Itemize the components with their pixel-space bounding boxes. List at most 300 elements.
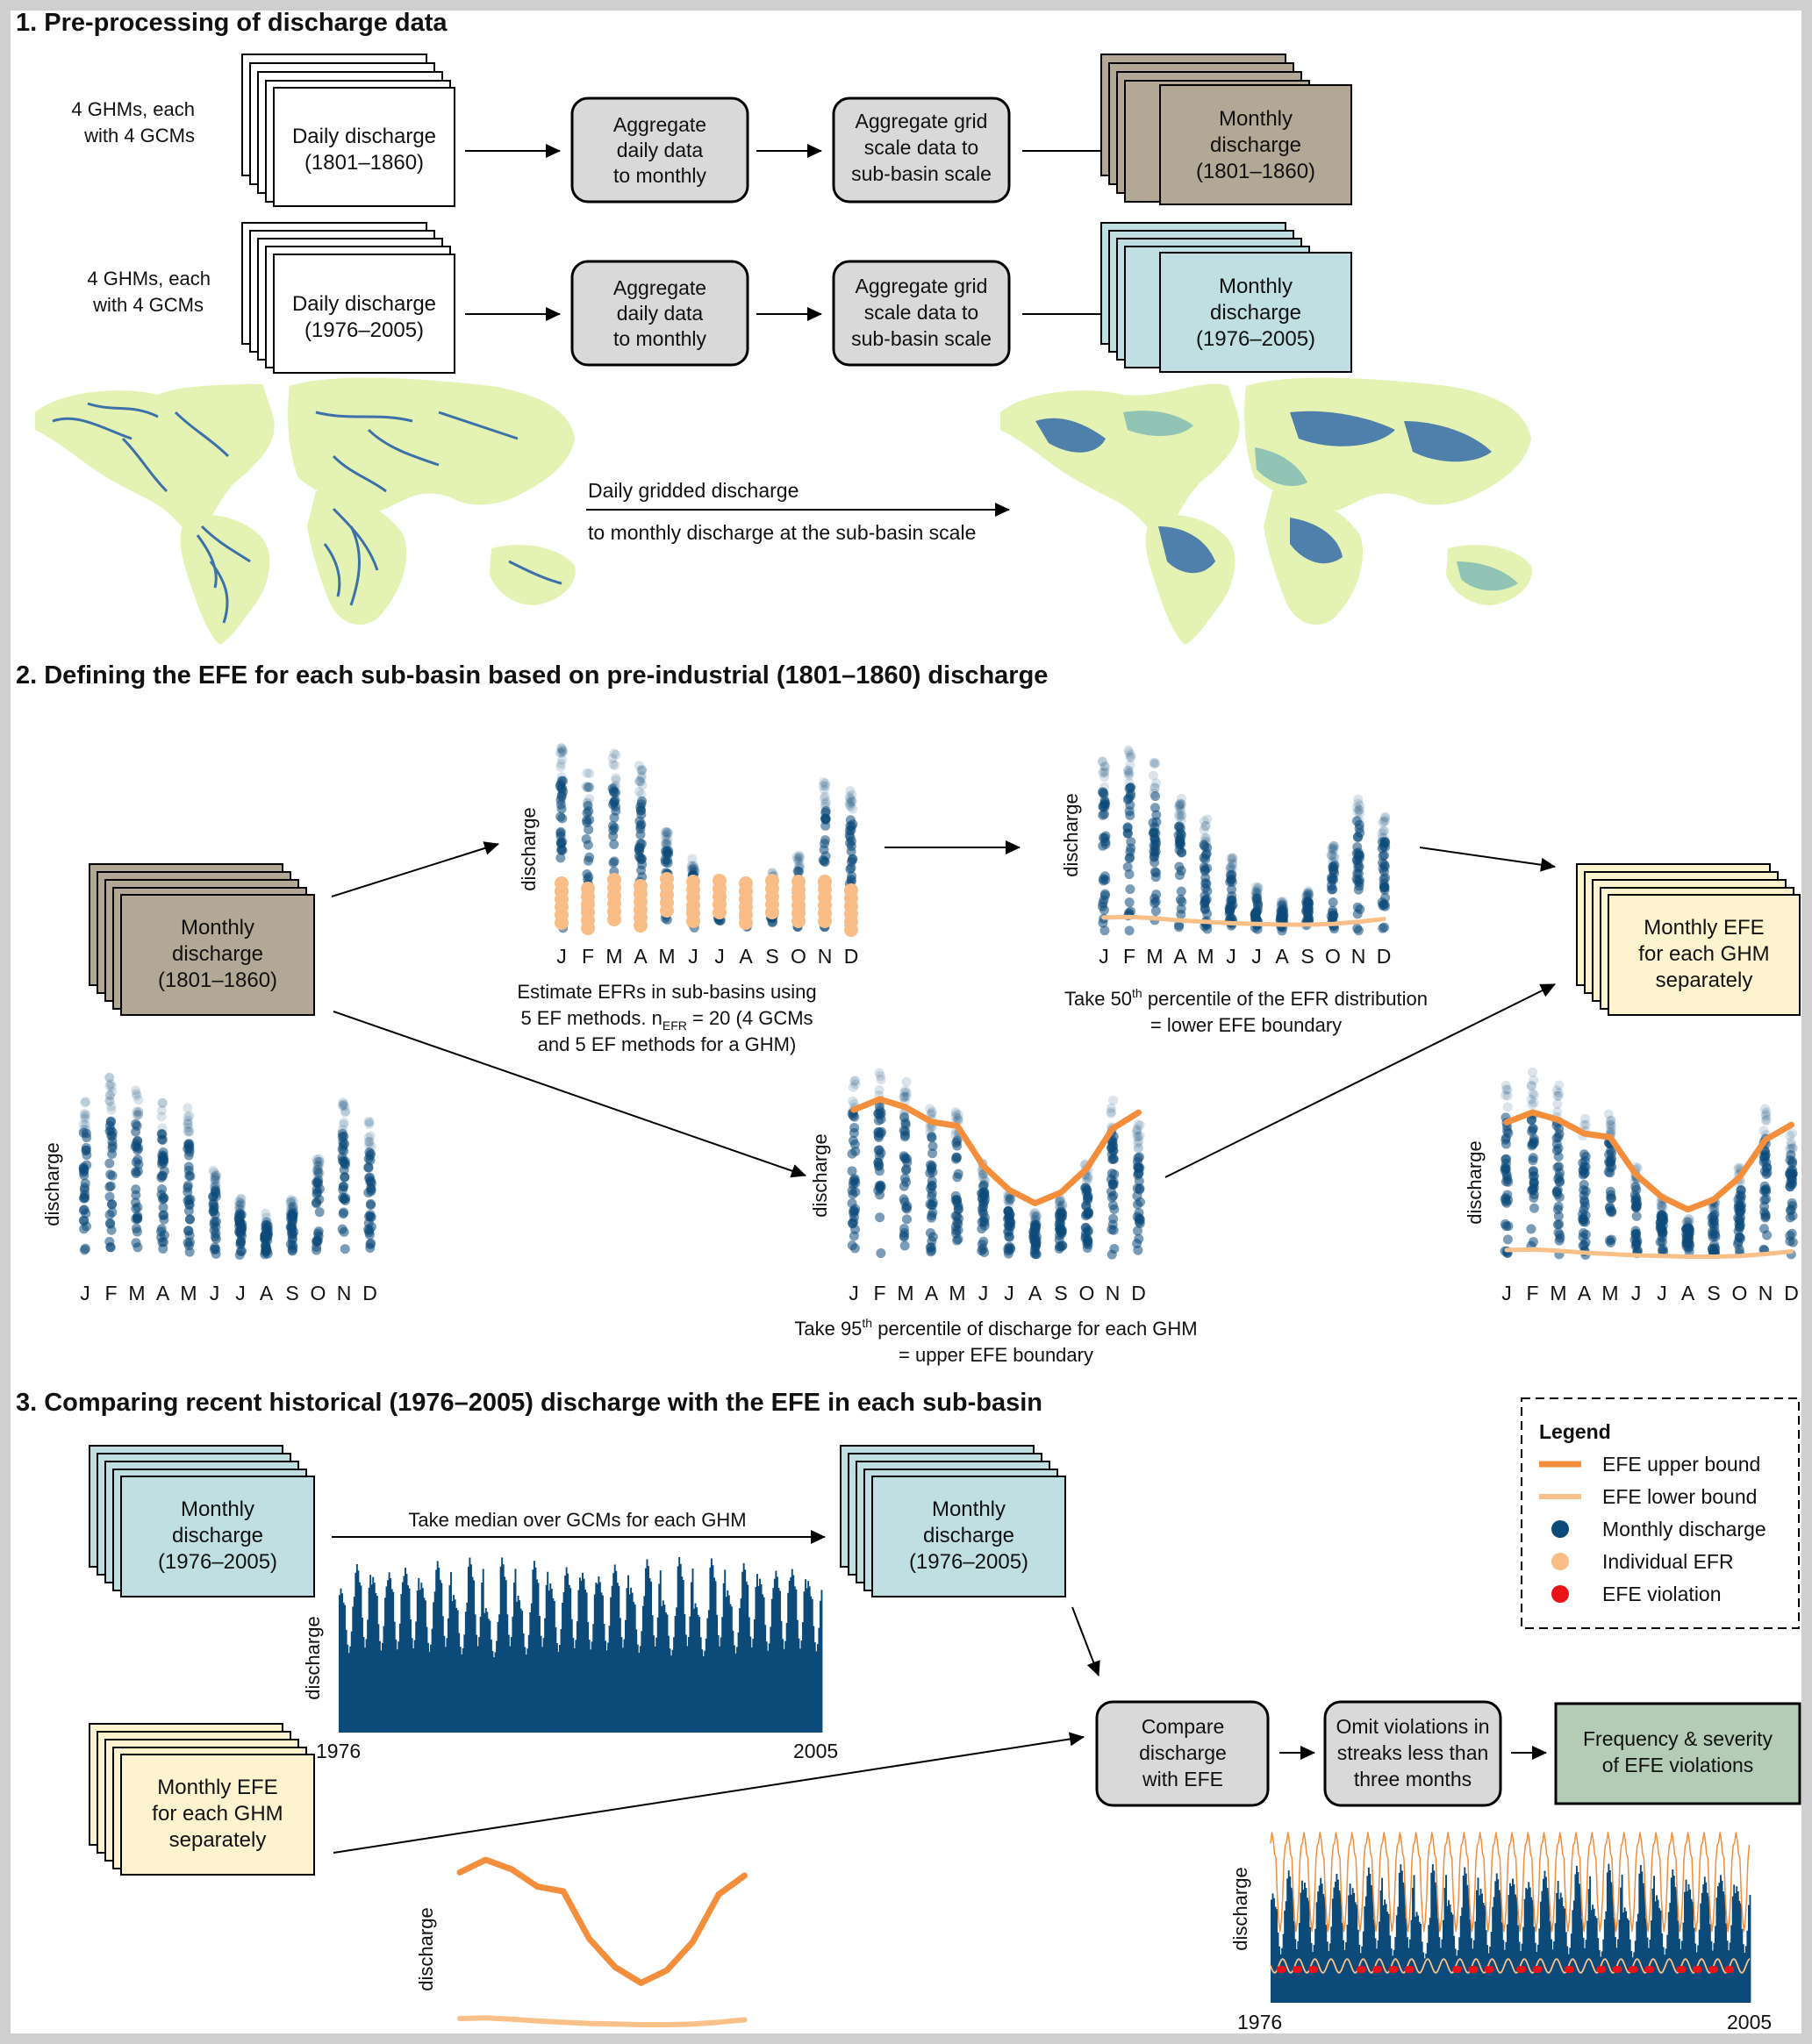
month-tick-label: A [739, 945, 753, 968]
row2-step2-line3: sub-basin scale [851, 327, 992, 350]
month-tick-label: N [1350, 945, 1366, 968]
result-line1: Frequency & severity [1582, 1727, 1773, 1750]
discharge-dot [951, 1153, 961, 1162]
discharge-dot [82, 1146, 91, 1155]
discharge-dot [183, 1103, 192, 1112]
compare-line1: Compare [1141, 1715, 1225, 1738]
discharge-dot [1759, 1126, 1769, 1135]
discharge-dot [1200, 833, 1210, 843]
discharge-dot [584, 825, 593, 834]
caption-lower-b: percentile of the EFR distribution [1142, 988, 1429, 1010]
row2-step1-box [572, 261, 748, 365]
discharge-dot [954, 1169, 963, 1179]
discharge-dot [1200, 865, 1210, 875]
discharge-dot [849, 1083, 858, 1092]
discharge-dot [1200, 817, 1209, 826]
discharge-dot [1108, 1219, 1118, 1229]
discharge-dot [876, 1248, 885, 1258]
discharge-dot [875, 1190, 885, 1199]
discharge-dot [79, 1128, 89, 1138]
row2-step1-line1: Aggregate [612, 276, 707, 299]
discharge-bar [820, 1590, 822, 1733]
legend [1522, 1398, 1799, 1628]
discharge-dot [338, 1145, 347, 1154]
discharge-dot [184, 1139, 194, 1148]
discharge-dot [820, 815, 830, 825]
discharge-dot [1109, 1154, 1119, 1164]
discharge-dot [1606, 1238, 1615, 1247]
violation-dot [1599, 1966, 1606, 1973]
discharge-dot [1787, 1179, 1797, 1189]
discharge-dot [927, 1208, 937, 1218]
section3-title: 3. Comparing recent historical (1976–2005) discharge with the EFE in each sub-basin [16, 1389, 1043, 1417]
section2-output-stack [1577, 864, 1800, 1015]
row2-step1-line2: daily data [616, 302, 704, 325]
map-arrow-label-2: to monthly discharge at the sub-basin scale [588, 521, 977, 544]
discharge-dot [1100, 890, 1110, 899]
month-tick-label: S [1054, 1282, 1068, 1304]
s3-efe-line3: separately [168, 1828, 267, 1852]
discharge-dot [847, 857, 856, 867]
discharge-dot [287, 1230, 297, 1240]
discharge-dot [1202, 886, 1212, 896]
discharge-dot [288, 1245, 297, 1254]
discharge-dot [1151, 890, 1161, 899]
discharge-dot [952, 1196, 962, 1205]
discharge-dot [1082, 1185, 1092, 1195]
discharge-dot [1125, 884, 1135, 894]
discharge-bar [1749, 1895, 1751, 2003]
discharge-dot [1607, 1194, 1616, 1204]
discharge-dot [928, 1233, 938, 1242]
discharge-dot [131, 1204, 140, 1213]
month-tick-label: D [1784, 1282, 1799, 1304]
discharge-dot [366, 1199, 376, 1209]
month-tick-label: S [285, 1282, 299, 1304]
discharge-dot [1150, 858, 1159, 868]
compare-line2: discharge [1139, 1741, 1227, 1764]
row2-step2-line1: Aggregate grid [855, 275, 988, 297]
discharge-dot [1353, 909, 1363, 918]
s3-efe-line2: for each GHM [152, 1802, 283, 1826]
s2-input-line1: Monthly [180, 916, 255, 940]
discharge-dot [363, 1225, 373, 1234]
month-tick-label: D [362, 1282, 377, 1304]
discharge-dot [1201, 850, 1211, 860]
discharge-dot [1552, 1187, 1562, 1197]
result-line2: of EFE violations [1601, 1754, 1754, 1776]
month-tick-label: F [581, 945, 595, 968]
discharge-dot [902, 1077, 912, 1087]
discharge-dot [584, 815, 594, 825]
row2-output-line1: Monthly [1218, 275, 1293, 298]
month-tick-label: A [1577, 1282, 1592, 1304]
efr-dot [607, 873, 621, 887]
discharge-dot [1133, 1132, 1142, 1141]
discharge-dot [365, 1173, 375, 1183]
violation-dot [1487, 1966, 1494, 1973]
discharge-dot [1552, 1162, 1562, 1172]
discharge-dot [1503, 1234, 1513, 1244]
discharge-dot [927, 1107, 937, 1117]
discharge-dot [609, 748, 619, 758]
discharge-dot [314, 1226, 324, 1236]
discharge-dot [1150, 791, 1160, 801]
discharge-dot [1004, 1232, 1013, 1241]
discharge-dot [1555, 1129, 1565, 1139]
caption-upper-sup: th [862, 1316, 873, 1330]
caption-lower-line1 [1064, 986, 1428, 1010]
discharge-dot [261, 1240, 270, 1250]
discharge-dot [1303, 895, 1313, 904]
discharge-dot [1581, 1162, 1591, 1172]
discharge-dot [1107, 1104, 1116, 1113]
month-tick-label: M [897, 1282, 914, 1304]
discharge-dot [850, 1207, 860, 1217]
discharge-dot [1708, 1215, 1718, 1225]
discharge-dot [107, 1143, 117, 1153]
discharge-dot [1785, 1131, 1794, 1140]
discharge-dot [185, 1171, 195, 1181]
row2-source-label-1: 4 GHMs, each [87, 268, 211, 289]
discharge-dot [1151, 868, 1161, 877]
discharge-dot [901, 1120, 911, 1130]
discharge-dot [1380, 816, 1390, 825]
s3-efe-stack [90, 1724, 314, 1875]
discharge-dot [1353, 833, 1363, 842]
year-end-label: 2005 [793, 1740, 839, 1762]
discharge-dot [1099, 768, 1109, 778]
discharge-dot [611, 806, 620, 816]
discharge-dot [312, 1197, 321, 1207]
discharge-dot [210, 1202, 219, 1211]
discharge-dot [1278, 904, 1288, 913]
discharge-dot [1355, 875, 1364, 884]
discharge-dot [1328, 843, 1337, 853]
violation-dot [1407, 1966, 1415, 1973]
discharge-dot [156, 1233, 166, 1242]
month-tick-label: F [873, 1282, 886, 1304]
violation-dot [1455, 1966, 1462, 1973]
discharge-dot [1123, 822, 1133, 832]
discharge-dot [1175, 835, 1185, 845]
month-tick-label: J [556, 945, 567, 968]
month-tick-label: M [1197, 945, 1214, 968]
discharge-dot [1251, 889, 1261, 898]
discharge-dot [1151, 906, 1161, 916]
month-tick-label: A [924, 1282, 939, 1304]
discharge-dot [1378, 924, 1387, 933]
month-tick-label: J [235, 1282, 246, 1304]
discharge-dot [313, 1157, 323, 1167]
discharge-dot [338, 1097, 347, 1107]
month-tick-label: S [1707, 1282, 1721, 1304]
discharge-dot [927, 1189, 937, 1198]
discharge-dot [1605, 1204, 1615, 1213]
s3-median-line3: (1976–2005) [908, 1550, 1029, 1574]
discharge-dot [1177, 887, 1186, 897]
discharge-dot [1126, 837, 1135, 847]
row1-step1-line2: daily data [616, 139, 704, 161]
discharge-dot [1226, 854, 1235, 863]
caption-upper-line1 [794, 1316, 1197, 1340]
discharge-dot [1099, 802, 1108, 811]
violation-dot [1695, 1966, 1702, 1973]
discharge-dot [900, 1240, 910, 1250]
discharge-dot [1125, 811, 1135, 820]
discharge-dot [1150, 803, 1160, 812]
discharge-dot [1029, 1208, 1039, 1218]
discharge-dot [794, 854, 804, 864]
month-tick-label: S [765, 945, 779, 968]
discharge-dot [132, 1227, 142, 1237]
discharge-dot [1107, 1187, 1116, 1197]
caption-efr-n: 5 EF methods. n [520, 1007, 662, 1029]
discharge-dot [690, 865, 699, 875]
month-tick-label: J [1501, 1282, 1512, 1304]
discharge-dot [1031, 1238, 1041, 1247]
discharge-dot [211, 1232, 220, 1241]
row1-step2-line3: sub-basin scale [851, 162, 992, 185]
discharge-dot [1379, 860, 1389, 869]
discharge-dot [313, 1176, 323, 1185]
discharge-dot [288, 1210, 297, 1219]
discharge-dot [105, 1219, 115, 1228]
discharge-dot [926, 1247, 935, 1256]
discharge-dot [80, 1098, 90, 1108]
row1-step2-line1: Aggregate grid [855, 110, 988, 132]
discharge-dot [1380, 902, 1390, 911]
month-tick-label: M [1146, 945, 1164, 968]
discharge-dot [793, 867, 803, 876]
discharge-dot [157, 1171, 167, 1181]
discharge-dot [1100, 832, 1110, 841]
discharge-dot [1554, 1211, 1564, 1221]
month-tick-label: J [1004, 1282, 1014, 1304]
discharge-dot [1329, 911, 1338, 920]
discharge-dot [635, 803, 645, 812]
discharge-dot [902, 1214, 912, 1224]
discharge-dot [1227, 891, 1236, 901]
discharge-dot [849, 1128, 859, 1138]
violation-dot [1727, 1966, 1734, 1973]
discharge-dot [556, 800, 566, 810]
row2-input-line2: (1976–2005) [304, 318, 425, 342]
month-tick-label: J [714, 945, 725, 968]
discharge-dot [105, 1169, 115, 1179]
month-tick-label: A [1028, 1282, 1042, 1304]
discharge-dot [1682, 1221, 1692, 1231]
legend-item-label: Individual EFR [1602, 1550, 1734, 1573]
legend-item-label: EFE lower bound [1602, 1485, 1758, 1508]
month-tick-label: N [336, 1282, 352, 1304]
discharge-dot [185, 1247, 195, 1257]
y-axis-label: discharge [302, 1616, 324, 1700]
row1-step2-box [834, 98, 1009, 202]
discharge-dot [1578, 1210, 1587, 1219]
month-tick-label: F [104, 1282, 118, 1304]
discharge-dot [158, 1135, 168, 1145]
discharge-dot [366, 1186, 376, 1196]
discharge-dot [1529, 1204, 1539, 1213]
discharge-dot [1759, 1202, 1769, 1211]
discharge-dot [133, 1110, 143, 1119]
discharge-dot [105, 1097, 115, 1106]
discharge-dot [132, 1213, 142, 1223]
discharge-dot [1329, 851, 1339, 861]
discharge-dot [340, 1194, 349, 1204]
month-tick-label: A [1275, 945, 1289, 968]
discharge-dot [106, 1131, 116, 1140]
discharge-dot [1529, 1166, 1538, 1176]
row1-input-stack [242, 54, 455, 206]
efr-dot [739, 876, 753, 890]
discharge-dot [132, 1142, 141, 1152]
discharge-dot [79, 1166, 89, 1176]
discharge-dot [1581, 1238, 1591, 1247]
discharge-dot [315, 1207, 325, 1217]
discharge-dot [877, 1127, 886, 1137]
row1-input-line1: Daily discharge [291, 125, 437, 148]
discharge-dot [1606, 1125, 1615, 1134]
discharge-dot [1202, 909, 1212, 918]
discharge-dot [340, 1165, 349, 1175]
discharge-dot [1177, 866, 1186, 875]
discharge-dot [876, 1071, 885, 1081]
discharge-dot [1501, 1084, 1511, 1094]
discharge-dot [634, 845, 644, 854]
discharge-dot [1177, 794, 1186, 804]
result-box [1556, 1704, 1800, 1804]
legend-title: Legend [1539, 1420, 1611, 1443]
discharge-dot [1226, 875, 1235, 884]
discharge-dot [1528, 1068, 1537, 1077]
month-tick-label: F [1526, 1282, 1539, 1304]
violation-dot [1471, 1966, 1478, 1973]
discharge-dot [185, 1231, 195, 1240]
discharge-dot [1177, 904, 1186, 914]
discharge-dot [1528, 1125, 1537, 1134]
row1-step1-line3: to monthly [612, 164, 707, 187]
discharge-dot [1503, 1103, 1513, 1112]
discharge-dot [1733, 1213, 1743, 1223]
discharge-dot [1125, 854, 1135, 863]
discharge-dot [1108, 1146, 1118, 1155]
efr-dot [791, 875, 806, 889]
discharge-dot [1529, 1134, 1539, 1144]
discharge-dot [1500, 1135, 1510, 1145]
month-tick-label: N [1758, 1282, 1773, 1304]
compare-line3: with EFE [1142, 1768, 1224, 1790]
discharge-dot [1107, 1175, 1116, 1184]
discharge-dot [107, 1105, 117, 1115]
row2-output-line3: (1976–2005) [1195, 327, 1316, 351]
discharge-dot [1581, 1187, 1591, 1197]
y-axis-label: discharge [809, 1133, 831, 1218]
discharge-dot [634, 776, 644, 786]
discharge-dot [1055, 1231, 1064, 1240]
caption-upper-a: Take 95 [794, 1318, 863, 1340]
discharge-dot [927, 1176, 937, 1186]
discharge-dot [1631, 1201, 1641, 1211]
discharge-dot [79, 1205, 89, 1215]
section1-title: 1. Pre-processing of discharge data [16, 9, 448, 37]
discharge-dot [1081, 1223, 1091, 1233]
discharge-dot [1736, 1195, 1745, 1204]
month-tick-label: D [843, 945, 859, 968]
discharge-dot [1631, 1241, 1641, 1251]
discharge-dot [1759, 1186, 1769, 1196]
discharge-dot [954, 1204, 963, 1214]
discharge-dot [1380, 842, 1390, 852]
month-tick-label: M [658, 945, 676, 968]
y-axis-label: discharge [518, 807, 540, 891]
discharge-dot [1657, 1214, 1666, 1224]
discharge-dot [79, 1216, 89, 1226]
row2-step2-box [834, 261, 1009, 365]
y-axis-label: discharge [415, 1907, 437, 1991]
discharge-dot [1379, 826, 1389, 836]
y-axis-label: discharge [1060, 793, 1082, 877]
y-axis-label: discharge [1229, 1867, 1251, 1951]
discharge-dot [845, 833, 855, 842]
discharge-dot [848, 1219, 857, 1228]
discharge-dot [1552, 1099, 1562, 1109]
discharge-dot [107, 1199, 117, 1209]
discharge-dot [1607, 1154, 1616, 1163]
discharge-dot [339, 1208, 348, 1218]
discharge-dot [611, 796, 620, 805]
discharge-dot [637, 860, 647, 869]
s2-input-line3: (1801–1860) [157, 968, 278, 992]
month-tick-label: O [791, 945, 806, 968]
discharge-dot [1200, 899, 1209, 909]
discharge-dot [954, 1214, 963, 1224]
discharge-dot [1100, 840, 1110, 849]
discharge-dot [1135, 1214, 1144, 1224]
efr-dot [844, 883, 858, 897]
discharge-dot [261, 1209, 270, 1219]
month-tick-label: D [1131, 1282, 1146, 1304]
legend-violation-swatch [1551, 1585, 1569, 1603]
discharge-dot [1126, 783, 1135, 792]
row1-step2-line2: scale data to [863, 136, 979, 159]
discharge-dot [185, 1215, 195, 1225]
discharge-dot [1355, 809, 1364, 818]
month-tick-label: O [310, 1282, 326, 1304]
month-tick-label: M [1601, 1282, 1619, 1304]
discharge-dot [1133, 1154, 1142, 1163]
discharge-dot [662, 846, 672, 855]
discharge-dot [1175, 845, 1185, 854]
row1-step1-box [572, 98, 748, 202]
discharge-dot [1554, 1091, 1564, 1101]
discharge-dot [1762, 1230, 1772, 1240]
discharge-dot [1004, 1246, 1013, 1255]
discharge-dot [1529, 1237, 1538, 1247]
discharge-dot [1708, 1233, 1718, 1242]
discharge-dot [235, 1219, 245, 1228]
discharge-dot [1787, 1201, 1797, 1211]
discharge-dot [1604, 1110, 1614, 1119]
caption-lower-sup: th [1132, 986, 1142, 1000]
discharge-dot [1031, 1223, 1041, 1233]
s2-output-line2: for each GHM [1638, 942, 1770, 966]
violation-dot [1631, 1966, 1638, 1973]
violation-dot [1391, 1966, 1398, 1973]
discharge-dot [80, 1114, 90, 1124]
discharge-dot [1123, 765, 1133, 775]
